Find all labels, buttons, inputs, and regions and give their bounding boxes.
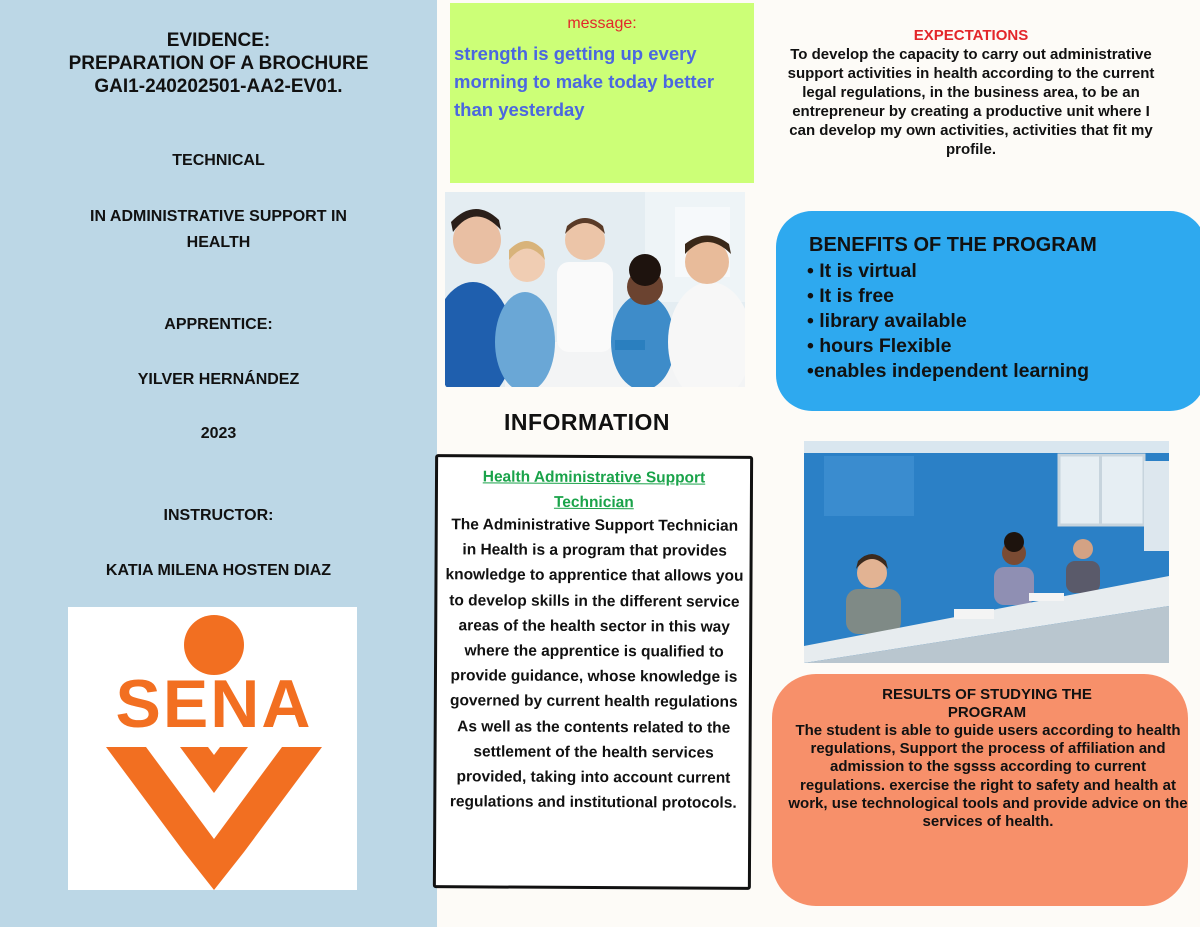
- instructor-label: INSTRUCTOR:: [163, 507, 274, 524]
- sena-logo-graphic: [68, 607, 357, 890]
- sena-logo-inner-chevron: [180, 747, 248, 793]
- medical-team-photo: [445, 192, 745, 387]
- technical-label: TECHNICAL: [172, 152, 265, 169]
- evidence-line-2: PREPARATION OF A BROCHURE: [68, 53, 369, 74]
- sena-logo-text: SENA: [115, 666, 313, 742]
- benefit-item: •enables independent learning: [807, 360, 1090, 382]
- instructor-name: KATIA MILENA HOSTEN DIAZ: [105, 562, 332, 579]
- program-line-2: HEALTH: [186, 234, 251, 251]
- program-line-1: IN ADMINISTRATIVE SUPPORT IN: [90, 208, 347, 225]
- year: 2023: [200, 425, 237, 442]
- evidence-line-1: EVIDENCE:: [166, 30, 271, 51]
- benefit-item: • It is free: [807, 285, 895, 307]
- information-title-line-1: Health Administrative Support: [482, 468, 706, 487]
- reception-desk-illustration: [804, 441, 1169, 663]
- results-title: [772, 686, 1200, 722]
- information-box: [433, 454, 753, 890]
- information-title: [438, 464, 750, 516]
- apprentice-label: APPRENTICE:: [164, 316, 273, 333]
- results-title-line-1: RESULTS OF STUDYING THE: [882, 686, 1092, 703]
- information-body: The Administrative Support Technician in Health is a program that provides knowledge to apprentice that allows you to develop skills in the different service areas of the health sector in this way where the apprentice is qualified to provide guidance, whose knowledge is governed by current health regulations As well as the contents related to the settlement of the health services provided, taking into account current regulations and institutional protocols.: [445, 516, 744, 812]
- medical-team-illustration: [445, 192, 745, 387]
- information-title-line-2: Technician: [553, 493, 634, 512]
- benefits-box: [776, 211, 1200, 411]
- expectations-body: To develop the capacity to carry out administrative support activities in health according to the current legal regulations, in the business area, to be an entrepreneur by creating a productive unit where I can develop my own activities, activities that fit my profile.: [787, 46, 1155, 158]
- sena-logo: [68, 607, 357, 890]
- message-box: [450, 3, 754, 183]
- benefits-title: BENEFITS OF THE PROGRAM: [809, 234, 1097, 256]
- results-box: [772, 674, 1188, 906]
- information-heading: INFORMATION: [503, 409, 671, 435]
- benefit-item: • hours Flexible: [807, 335, 952, 357]
- apprentice-name: YILVER HERNÁNDEZ: [137, 371, 300, 388]
- evidence-title: [0, 29, 437, 98]
- message-text: strength is getting up every morning to make today better than yesterday: [454, 43, 715, 120]
- benefits-list: [807, 259, 1089, 384]
- cover-panel: [0, 0, 437, 927]
- benefit-item: • It is virtual: [807, 260, 917, 282]
- results-body: The student is able to guide users according to health regulations, Support the process of affiliation and admission to the sgsss according to current regulations. exercise the right to safety and health at work, use technological tools and provide advice on the services of health.: [788, 722, 1188, 831]
- reception-desk-photo: [804, 441, 1169, 663]
- expectations-title: EXPECTATIONS: [913, 27, 1029, 44]
- benefit-item: • library available: [807, 310, 967, 332]
- evidence-line-3: GAI1-240202501-AA2-EV01.: [94, 76, 343, 97]
- message-label: message:: [567, 15, 637, 32]
- results-title-line-2: PROGRAM: [947, 704, 1027, 721]
